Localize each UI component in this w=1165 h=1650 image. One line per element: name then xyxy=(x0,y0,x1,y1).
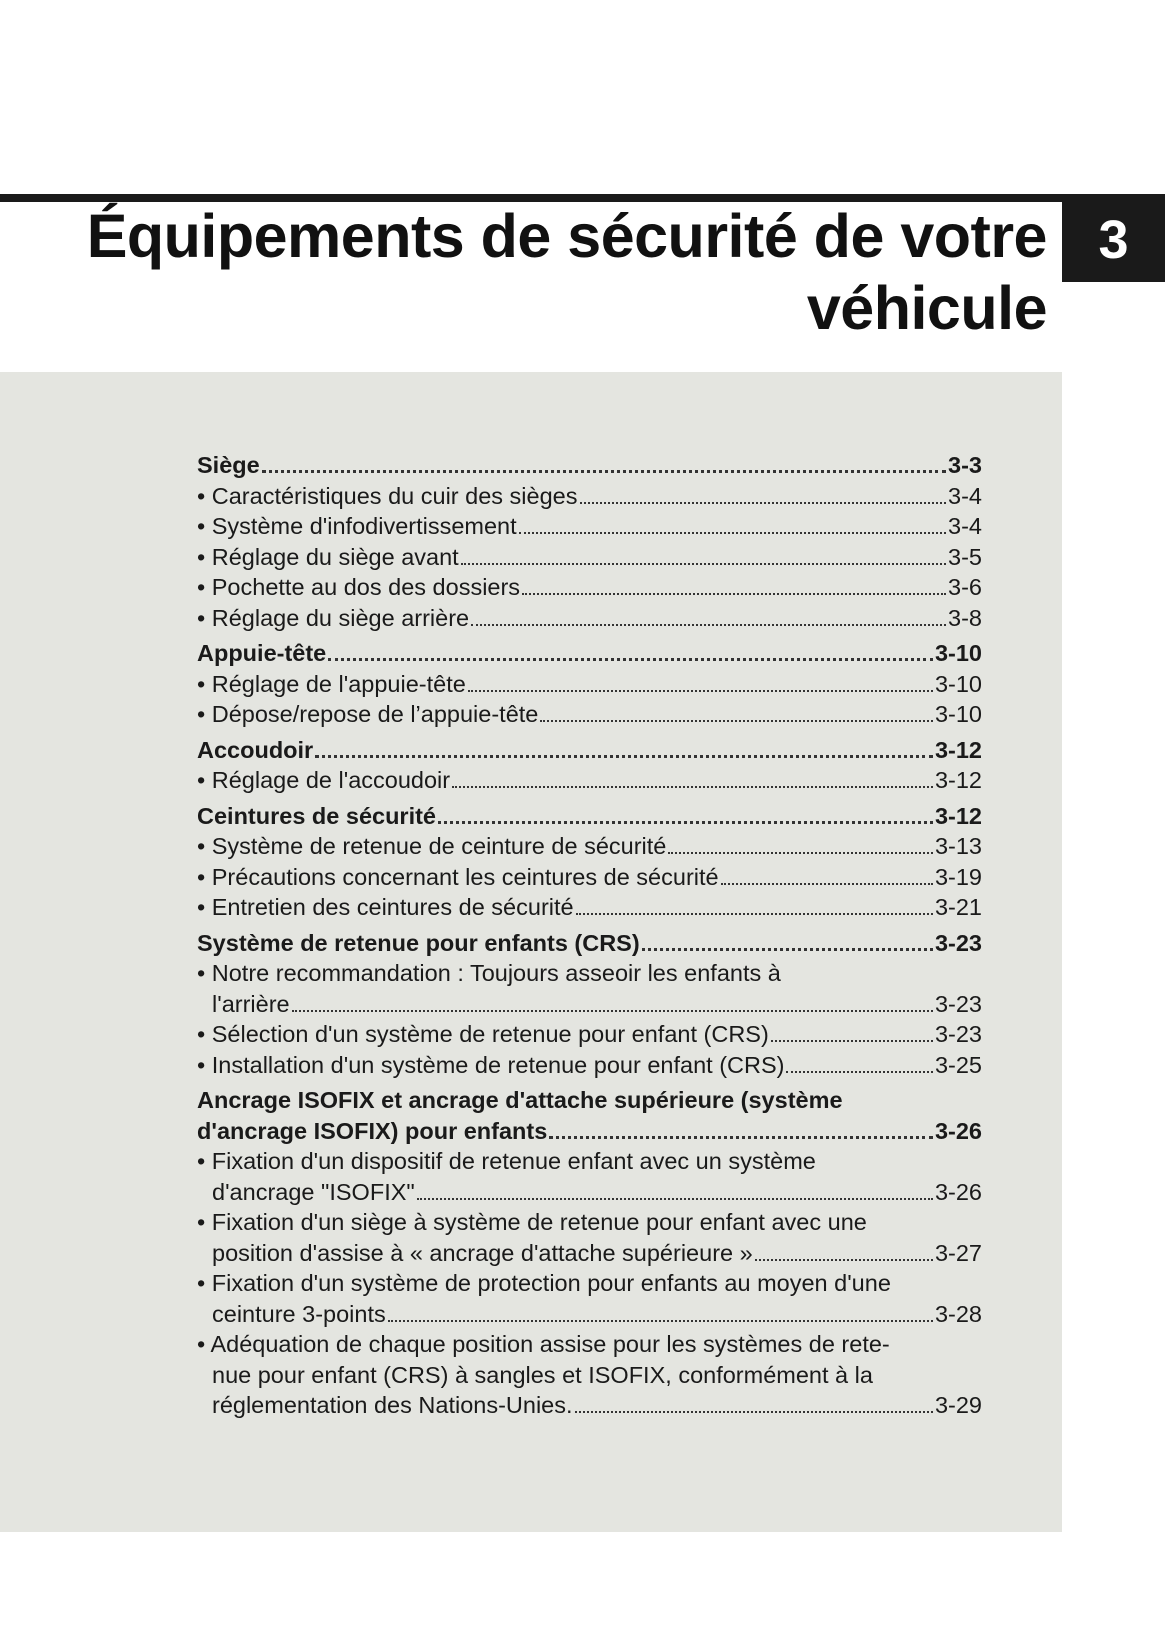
toc-entry-label: • Précautions concernant les ceintures de sécurité xyxy=(197,863,719,890)
leader-dots xyxy=(721,883,933,885)
toc-subitem-entry[interactable] xyxy=(197,1329,982,1421)
chapter-number-tab: 3 xyxy=(1062,202,1165,282)
toc-section-entry[interactable] xyxy=(197,735,982,766)
toc-entry-label: • Caractéristiques du cuir des sièges xyxy=(197,482,578,509)
leader-dots xyxy=(461,563,946,565)
leader-dots xyxy=(417,1198,933,1200)
toc-page-number: 3-25 xyxy=(934,1051,982,1078)
table-of-contents xyxy=(197,450,982,1421)
toc-subitem-entry[interactable] xyxy=(197,1050,982,1081)
toc-entry-label: Accoudoir xyxy=(197,736,314,763)
toc-page-number: 3-28 xyxy=(934,1300,982,1327)
leader-dots xyxy=(549,1136,933,1139)
toc-subitem-entry[interactable] xyxy=(197,765,982,796)
toc-section-entry[interactable] xyxy=(197,801,982,832)
toc-entry-label: d'ancrage "ISOFIX" xyxy=(212,1178,415,1205)
toc-subitem-entry[interactable] xyxy=(197,862,982,893)
toc-entry-label: Appuie-tête xyxy=(197,640,327,666)
toc-subitem-entry[interactable] xyxy=(197,958,982,1019)
toc-entry-label: Système de retenue pour enfants (CRS) xyxy=(197,929,640,956)
leader-dots xyxy=(755,1259,933,1261)
toc-entry-label: • Réglage de l'appuie-tête xyxy=(197,670,466,697)
leader-dots xyxy=(262,470,946,473)
toc-entry-label: • Réglage du siège avant xyxy=(197,543,459,570)
toc-subitem-entry[interactable] xyxy=(197,699,982,730)
toc-subitem-entry[interactable] xyxy=(197,1019,982,1050)
leader-dots xyxy=(786,1071,932,1073)
toc-entry-label: • Réglage du siège arrière xyxy=(197,604,470,631)
toc-entry-label: • Entretien des ceintures de sécurité xyxy=(197,894,574,920)
toc-subitem-entry[interactable] xyxy=(197,1207,982,1268)
toc-entry-label: Siège xyxy=(197,452,260,478)
toc-entry-text: nue pour enfant (CRS) à sangles et ISOFIX, conformément à la xyxy=(212,1361,873,1388)
toc-entry-label: • Réglage de l'accoudoir xyxy=(197,767,451,793)
leader-dots xyxy=(580,502,947,504)
toc-subitem-entry[interactable] xyxy=(197,481,982,512)
toc-page-number: 3-27 xyxy=(934,1239,982,1266)
leader-dots xyxy=(292,1010,933,1012)
toc-entry-label: Ceintures de sécurité xyxy=(197,802,437,829)
leader-dots xyxy=(519,532,946,534)
toc-entry-label: • Dépose/repose de l’appuie-tête xyxy=(197,701,539,727)
toc-page-number: 3-12 xyxy=(934,736,982,763)
toc-page-number: 3-10 xyxy=(934,670,982,697)
toc-entry-label: l'arrière xyxy=(212,990,290,1017)
toc-section-entry[interactable] xyxy=(197,638,982,669)
toc-subitem-entry[interactable] xyxy=(197,892,982,923)
leader-dots xyxy=(471,624,946,626)
toc-page-number: 3-23 xyxy=(934,1021,982,1047)
toc-entry-label: • Système d'infodivertissement xyxy=(197,513,517,539)
toc-entry-label: • Installation d'un système de retenue pour enfant (CRS) xyxy=(197,1051,785,1078)
leader-dots xyxy=(575,1411,933,1413)
toc-section-entry[interactable] xyxy=(197,928,982,959)
toc-subitem-entry[interactable] xyxy=(197,1146,982,1207)
leader-dots xyxy=(315,755,933,758)
toc-subitem-entry[interactable] xyxy=(197,1268,982,1329)
toc-section-entry[interactable] xyxy=(197,450,982,481)
leader-dots xyxy=(388,1320,933,1322)
leader-dots xyxy=(576,913,933,915)
toc-entry-label: position d'assise à « ancrage d'attache supérieure » xyxy=(212,1239,753,1266)
toc-entry-text: • Notre recommandation : Toujours asseoir les enfants à xyxy=(197,960,781,986)
toc-page-number: 3-21 xyxy=(934,894,982,920)
toc-page-number: 3-19 xyxy=(934,863,982,890)
toc-page-number: 3-12 xyxy=(934,802,982,829)
leader-dots xyxy=(328,658,933,661)
toc-entry-text: • Fixation d'un siège à système de retenue pour enfant avec une xyxy=(197,1209,867,1235)
toc-page-number: 3-10 xyxy=(934,701,982,727)
toc-page-number: 3-12 xyxy=(934,767,982,793)
toc-subitem-entry[interactable] xyxy=(197,669,982,700)
toc-page-number: 3-8 xyxy=(948,604,982,631)
toc-subitem-entry[interactable] xyxy=(197,511,982,542)
toc-subitem-entry[interactable] xyxy=(197,572,982,603)
toc-page-number: 3-3 xyxy=(948,452,982,478)
toc-page-number: 3-6 xyxy=(948,574,982,600)
toc-entry-text: Ancrage ISOFIX et ancrage d'attache supérieure (système xyxy=(197,1087,843,1113)
toc-page-number: 3-26 xyxy=(934,1117,982,1144)
leader-dots xyxy=(468,690,933,692)
leader-dots xyxy=(668,852,933,854)
leader-dots xyxy=(540,720,933,722)
leader-dots xyxy=(642,948,933,951)
leader-dots xyxy=(452,786,933,788)
toc-page-number: 3-26 xyxy=(934,1178,982,1205)
toc-page-number: 3-10 xyxy=(934,640,982,666)
leader-dots xyxy=(771,1040,933,1042)
toc-page-number: 3-4 xyxy=(948,482,982,509)
toc-entry-label: d'ancrage ISOFIX) pour enfants xyxy=(197,1117,548,1144)
leader-dots xyxy=(522,593,946,595)
toc-entry-label: réglementation des Nations-Unies. xyxy=(212,1392,573,1418)
toc-page-number: 3-13 xyxy=(934,833,982,859)
toc-section-entry[interactable] xyxy=(197,1085,982,1146)
toc-subitem-entry[interactable] xyxy=(197,542,982,573)
toc-entry-label: • Sélection d'un système de retenue pour enfant (CRS) xyxy=(197,1021,769,1047)
toc-entry-text: • Fixation d'un système de protection pour enfants au moyen d'une xyxy=(197,1270,891,1296)
leader-dots xyxy=(438,821,933,824)
toc-entry-text: • Fixation d'un dispositif de retenue enfant avec un système xyxy=(197,1148,816,1174)
chapter-title xyxy=(87,200,1047,344)
toc-entry-text: • Adéquation de chaque position assise pour les systèmes de rete- xyxy=(197,1331,890,1357)
toc-page-number: 3-23 xyxy=(934,929,982,956)
toc-subitem-entry[interactable] xyxy=(197,831,982,862)
toc-page-number: 3-23 xyxy=(934,990,982,1017)
chapter-title-line1: Équipements de sécurité de votre xyxy=(86,202,1047,270)
chapter-title-line2: véhicule xyxy=(806,274,1047,342)
toc-page-number: 3-4 xyxy=(948,513,982,539)
toc-page-number: 3-5 xyxy=(948,543,982,570)
toc-page-number: 3-29 xyxy=(934,1392,982,1418)
toc-entry-label: • Système de retenue de ceinture de sécurité xyxy=(197,833,667,859)
toc-subitem-entry[interactable] xyxy=(197,603,982,634)
toc-entry-label: • Pochette au dos des dossiers xyxy=(197,574,521,600)
toc-entry-label: ceinture 3-points xyxy=(212,1300,386,1327)
